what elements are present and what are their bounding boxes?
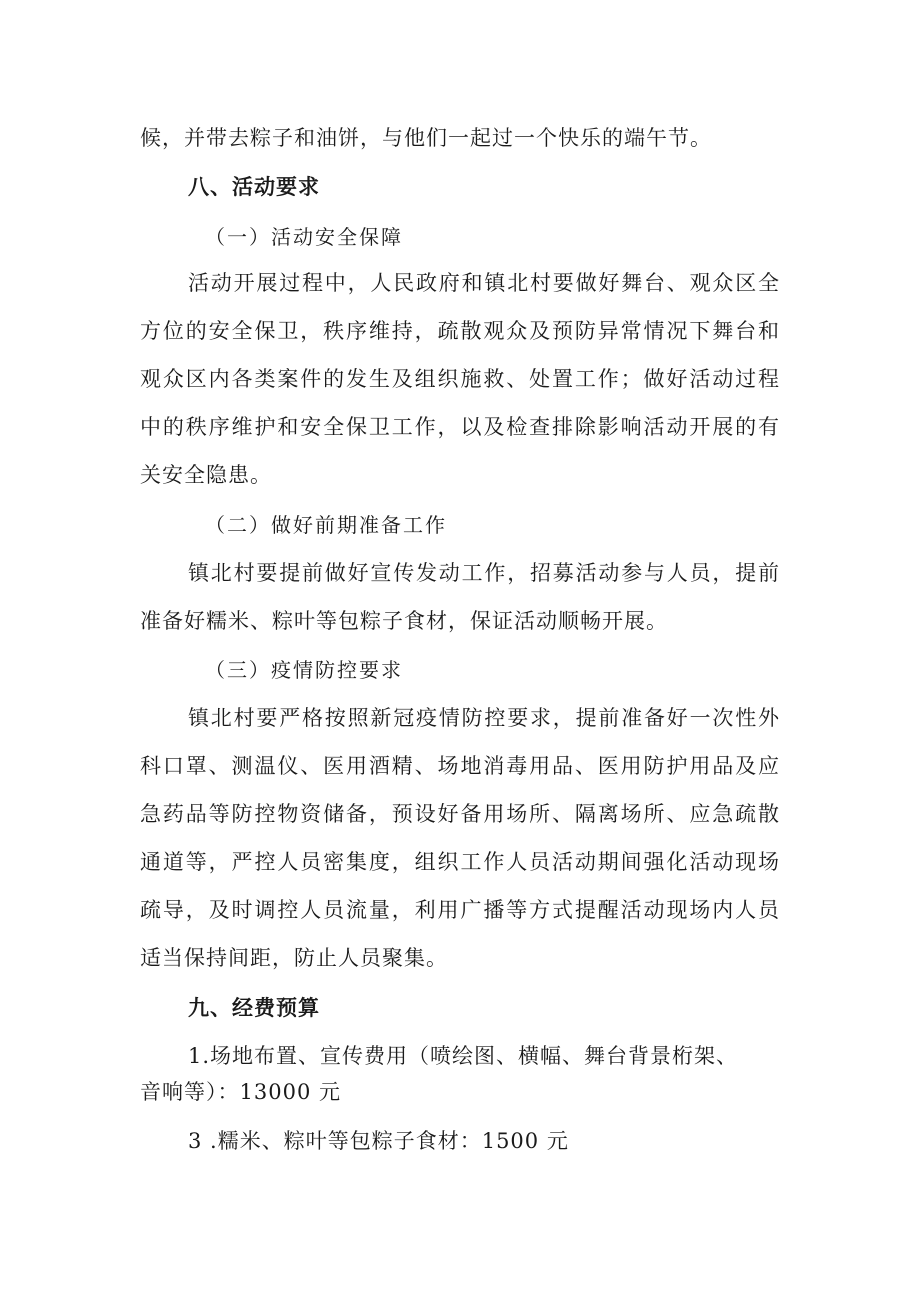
paragraph-line: 通道等，严控人员密集度，组织工作人员活动期间强化活动现场 [140,850,780,874]
section-8-heading: 八、活动要求 [188,175,320,199]
paragraph-line: 观众区内各类案件的发生及组织施救、处置工作；做好活动过程 [140,367,780,391]
paragraph-line: 疏导，及时调控人员流量，利用广播等方式提醒活动现场内人员 [140,898,780,922]
paragraph-line: 镇北村要提前做好宣传发动工作，招募活动参与人员，提前 [188,561,780,585]
paragraph-line: 急药品等防控物资储备，预设好备用场所、隔离场所、应急疏散 [140,802,780,826]
subsection-3-title: （三）疫情防控要求 [205,658,403,682]
paragraph-line: 方位的安全保卫，秩序维持，疏散观众及预防异常情况下舞台和 [140,319,780,343]
paragraph-line: 中的秩序维护和安全保卫工作，以及检查排除影响活动开展的有 [140,415,780,439]
paragraph-line: 镇北村要严格按照新冠疫情防控要求，提前准备好一次性外 [188,706,780,730]
budget-item-1-line: 1.场地布置、宣传费用（喷绘图、横幅、舞台背景桁架、 [188,1044,739,1068]
budget-item-3: 3 .糯米、粽叶等包粽子食材：1500 元 [188,1129,569,1153]
paragraph-line: 活动开展过程中，人民政府和镇北村要做好舞台、观众区全 [188,271,780,295]
intro-tail-line: 候，并带去粽子和油饼，与他们一起过一个快乐的端午节。 [140,126,712,150]
paragraph-line: 关安全隐患。 [140,463,272,487]
subsection-2-title: （二）做好前期准备工作 [205,513,447,537]
paragraph-line: 科口罩、测温仪、医用酒精、场地消毒用品、医用防护用品及应 [140,754,780,778]
subsection-1-title: （一）活动安全保障 [205,225,403,249]
paragraph-line: 准备好糯米、粽叶等包粽子食材，保证活动顺畅开展。 [140,609,668,633]
paragraph-line: 适当保持间距，防止人员聚集。 [140,946,448,970]
section-9-heading: 九、经费预算 [188,996,320,1020]
budget-item-1-line: 音响等）：13000 元 [140,1080,341,1104]
